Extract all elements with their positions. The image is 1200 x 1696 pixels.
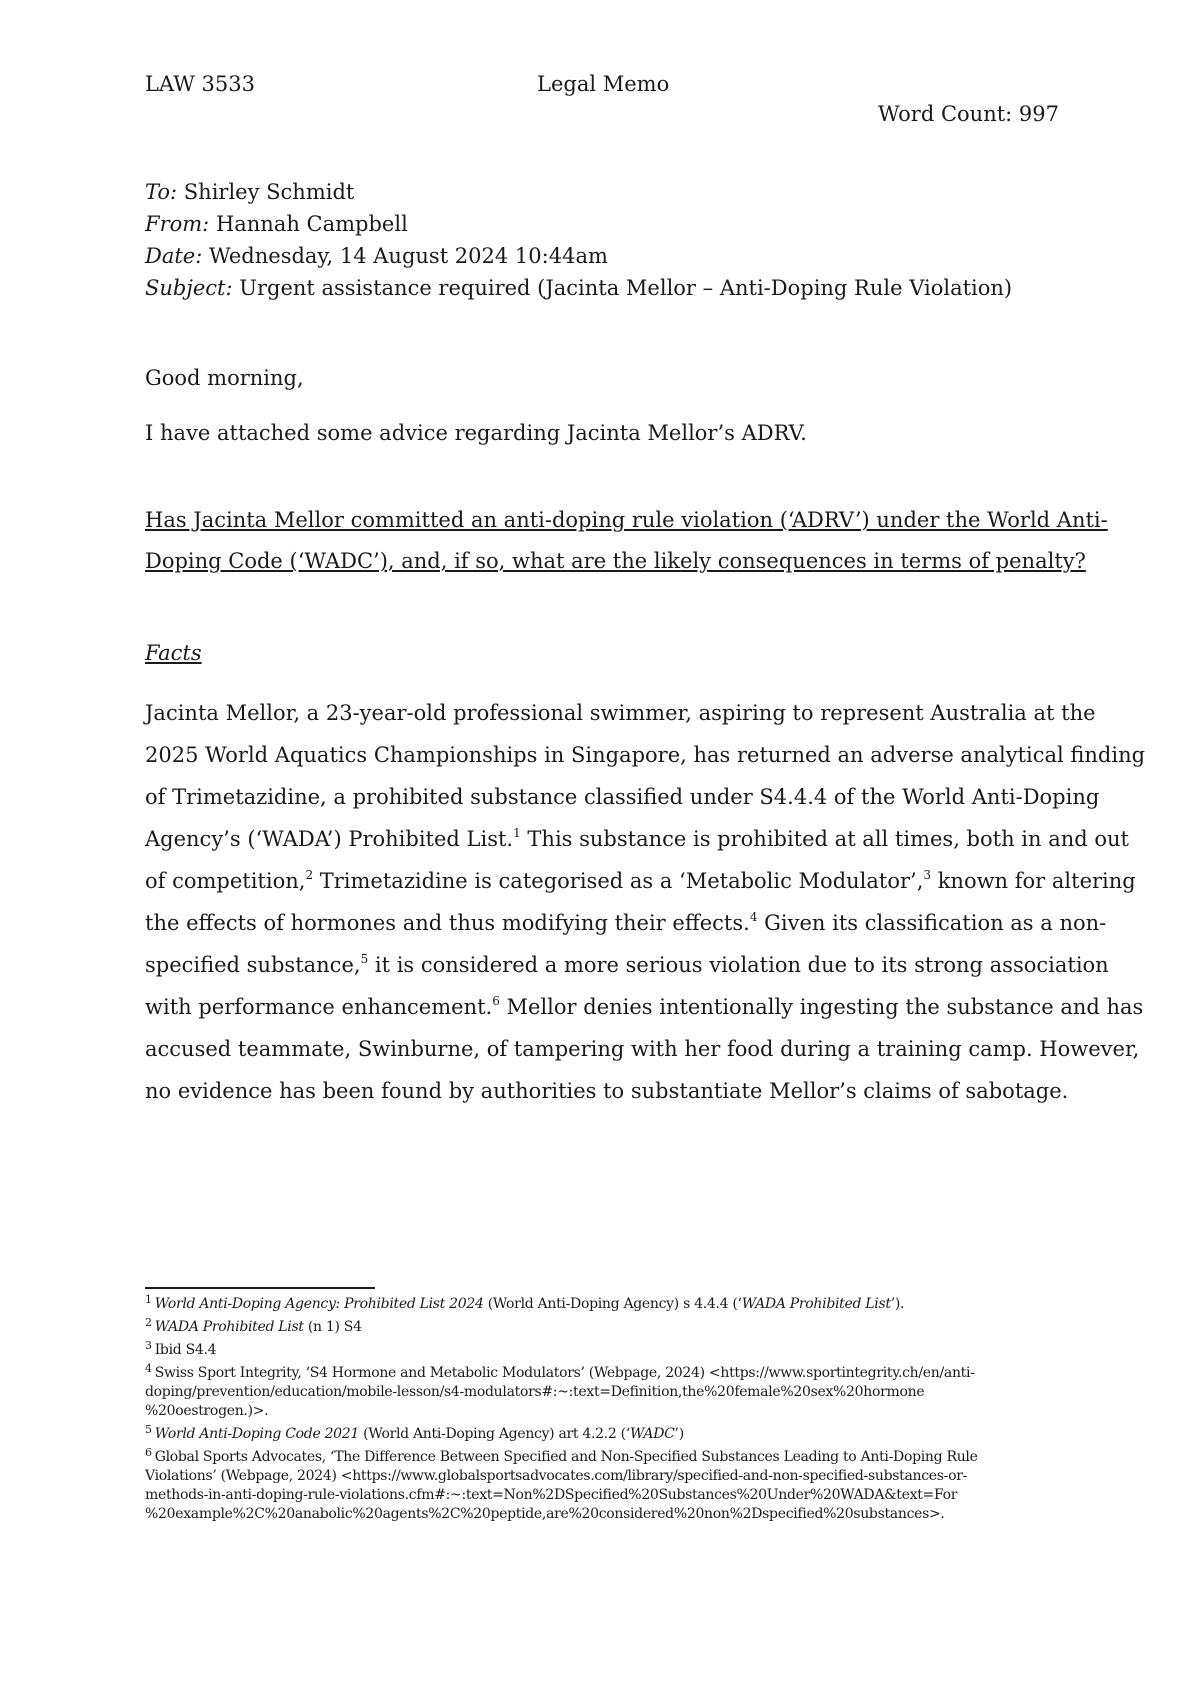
from-value: Hannah Campbell	[215, 212, 408, 236]
facts-line: of Trimetazidine, a prohibited substance classified under S4.4.4 of the World Anti-Doping	[145, 785, 1100, 809]
facts-line: of competition,$^2$ Trimetazidine is categorised as a ‘Metabolic Modulator’,$^3$ known for altering	[145, 868, 1136, 893]
subject-value: Urgent assistance required (Jacinta Mellor – Anti-Doping Rule Violation)	[239, 276, 1013, 300]
footnote-ref: 1	[513, 826, 521, 840]
memo-date	[145, 240, 608, 272]
facts-paragraph	[145, 692, 1146, 1112]
facts-line: accused teammate, Swinburne, of tampering with her food during a training camp. However,	[145, 1037, 1140, 1061]
footnote-separator	[145, 1287, 375, 1289]
footnote-number: 5	[145, 1423, 152, 1436]
facts-line: no evidence has been found by authorities to substantiate Mellor’s claims of sabotage.	[145, 1079, 1069, 1103]
footnote-number: 6	[145, 1446, 152, 1459]
footnote-ref: 2	[305, 868, 314, 882]
footnote-number: 2	[145, 1316, 152, 1329]
facts-heading: Facts	[145, 641, 202, 665]
footnote-ref: 5	[360, 952, 369, 966]
footnote: $^2$ WADA Prohibited List (n 1) S4	[145, 1316, 362, 1335]
footnote-ref: 3	[923, 868, 932, 882]
memo-subject	[145, 272, 1012, 304]
memo-from	[145, 208, 408, 240]
word-count: Word Count: 997	[878, 102, 1059, 126]
facts-line: 2025 World Aquatics Championships in Singapore, has returned an adverse analytical finding	[145, 743, 1146, 767]
footnote: $^5$ World Anti-Doping Code 2021 (World Anti-Doping Agency) art 4.2.2 (‘WADC’)	[145, 1423, 684, 1442]
facts-line: specified substance,$^5$ it is considered a more serious violation due to its strong association	[145, 952, 1109, 977]
footnote: $^4$ Swiss Sport Integrity, ‘S4 Hormone and Metabolic Modulators’ (Webpage, 2024) <https://www.sportintegrity.ch/en/anti- doping/prevention/education/mobile-lesson/s4-modulators#:~:text=Definition,the%20female%20sex%20hormone %20oestrogen.)>.	[145, 1362, 975, 1419]
date-label: Date:	[145, 244, 203, 268]
footnotes	[145, 1295, 1059, 1528]
subject-label: Subject:	[145, 276, 233, 300]
question-line: Doping Code (‘WADC’), and, if so, what are the likely consequences in terms of penalty?	[145, 549, 1086, 573]
facts-line: with performance enhancement.$^6$ Mellor denies intentionally ingesting the substance and has	[145, 994, 1144, 1019]
footnote-ref: 6	[492, 994, 500, 1008]
to-value: Shirley Schmidt	[183, 180, 355, 204]
document-type: Legal Memo	[537, 72, 670, 96]
legal-question	[145, 500, 1108, 582]
footnote-number: 3	[145, 1339, 152, 1352]
date-value: Wednesday, 14 August 2024 10:44am	[209, 244, 608, 268]
footnote-number: 1	[145, 1293, 152, 1306]
facts-line: Agency’s (‘WADA’) Prohibited List.$^1$ This substance is prohibited at all times, both in and out	[145, 826, 1129, 851]
footnote: $^1$ World Anti-Doping Agency: Prohibited List 2024 (World Anti-Doping Agency) s 4.4.4 (‘WADA Prohibited List’).	[145, 1293, 905, 1312]
facts-line: Jacinta Mellor, a 23-year-old professional swimmer, aspiring to represent Australia at the	[145, 701, 1096, 725]
facts-line: the effects of hormones and thus modifying their effects.$^4$ Given its classification as a non-	[145, 910, 1107, 935]
to-label: To:	[145, 180, 178, 204]
memo-to	[145, 176, 354, 208]
question-line: Has Jacinta Mellor committed an anti-doping rule violation (‘ADRV’) under the World Anti-	[145, 508, 1108, 532]
footnote: $^6$ Global Sports Advocates, ‘The Difference Between Specified and Non-Specified Substances Leading to Anti-Doping Rule Violations’ (Webpage, 2024) <https://www.globalsportsadvocates.com/library/specified-and-non-specified-substances-or- methods-in-anti-doping-rule-violations.cfm#:~:text=Non%2DSpecified%20Substances%20Under%20WADA&text=For %20example%2C%20anabolic%20agents%2C%20peptide,are%20considered%20non%2Dspecified%20substances>.	[145, 1446, 978, 1522]
intro-line: I have attached some advice regarding Jacinta Mellor’s ADRV.	[145, 421, 807, 445]
footnote-ref: 4	[749, 910, 758, 924]
footnote: $^3$ Ibid S4.4	[145, 1339, 217, 1358]
course-code: LAW 3533	[145, 72, 255, 96]
footnote-number: 4	[145, 1362, 152, 1375]
from-label: From:	[145, 212, 210, 236]
greeting: Good morning,	[145, 366, 304, 390]
